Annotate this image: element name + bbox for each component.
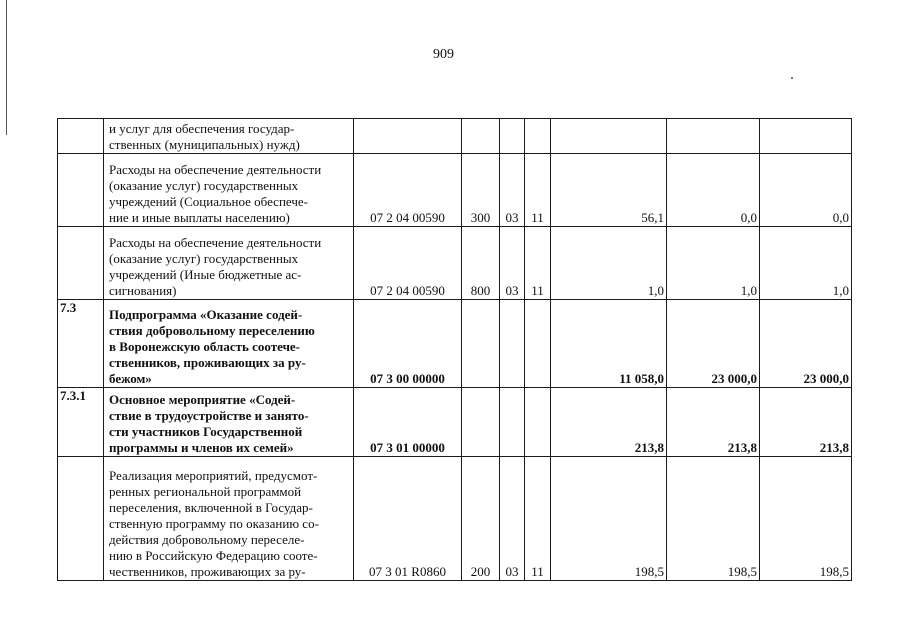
- budget-table: [57, 118, 852, 581]
- amount-year-3: 0,0: [760, 154, 852, 227]
- subsection-code: 11: [525, 154, 551, 227]
- description-line: сигнования): [109, 283, 177, 298]
- amount-year-3: 23 000,0: [760, 300, 852, 388]
- target-article-code: 07 3 01 R0860: [354, 457, 462, 581]
- expense-type-code: 800: [462, 227, 500, 300]
- description-line: в Воронежскую область соотече-: [109, 339, 300, 354]
- table-row: [58, 457, 852, 581]
- amount-year-1: 213,8: [551, 388, 667, 457]
- row-description: [104, 388, 354, 457]
- row-number: 7.3.1: [58, 388, 104, 457]
- section-code: 03: [500, 154, 525, 227]
- amount-year-1: 198,5: [551, 457, 667, 581]
- amount-year-3: 1,0: [760, 227, 852, 300]
- table-row: [58, 388, 852, 457]
- section-code: [500, 388, 525, 457]
- row-number: [58, 457, 104, 581]
- amount-year-1: 11 058,0: [551, 300, 667, 388]
- description-line: программы и членов их семей»: [109, 440, 294, 455]
- expense-type-code: 200: [462, 457, 500, 581]
- description-line: Расходы на обеспечение деятельности: [109, 162, 322, 177]
- amount-year-2: [667, 119, 760, 154]
- row-description: [104, 457, 354, 581]
- subsection-code: 11: [525, 227, 551, 300]
- description-line: ственную программу по оказанию со-: [109, 516, 319, 531]
- amount-year-3: 198,5: [760, 457, 852, 581]
- description-line: учреждений (Социальное обеспече-: [109, 194, 308, 209]
- row-number: [58, 154, 104, 227]
- section-code: [500, 119, 525, 154]
- row-description: [104, 300, 354, 388]
- description-line: переселения, включенной в Государ-: [109, 500, 313, 515]
- target-article-code: 07 3 00 00000: [354, 300, 462, 388]
- description-line: сти участников Государственной: [109, 424, 303, 439]
- description-line: нию в Российскую Федерацию сооте-: [109, 548, 318, 563]
- target-article-code: 07 3 01 00000: [354, 388, 462, 457]
- section-code: 03: [500, 457, 525, 581]
- amount-year-1: 56,1: [551, 154, 667, 227]
- page-number: 909: [433, 47, 454, 62]
- description-line: ственных (муниципальных) нужд): [109, 137, 300, 152]
- row-number: 7.3: [58, 300, 104, 388]
- subsection-code: 11: [525, 457, 551, 581]
- table-row: [58, 119, 852, 154]
- description-line: (оказание услуг) государственных: [109, 178, 299, 193]
- row-description: [104, 119, 354, 154]
- table-row: [58, 154, 852, 227]
- description-line: ствия добровольному переселению: [109, 323, 315, 338]
- amount-year-2: 198,5: [667, 457, 760, 581]
- description-line: Расходы на обеспечение деятельности: [109, 235, 322, 250]
- subsection-code: [525, 388, 551, 457]
- expense-type-code: [462, 300, 500, 388]
- amount-year-3: 213,8: [760, 388, 852, 457]
- amount-year-2: 0,0: [667, 154, 760, 227]
- row-description: [104, 154, 354, 227]
- amount-year-3: [760, 119, 852, 154]
- expense-type-code: [462, 388, 500, 457]
- table-row: [58, 300, 852, 388]
- description-line: и услуг для обеспечения государ-: [109, 121, 295, 136]
- description-line: ственников, проживающих за ру-: [109, 355, 306, 370]
- row-number: [58, 119, 104, 154]
- subsection-code: [525, 119, 551, 154]
- description-line: ние и иные выплаты населению): [109, 210, 290, 225]
- description-line: бежом»: [109, 371, 152, 386]
- expense-type-code: 300: [462, 154, 500, 227]
- description-line: ренных региональной программой: [109, 484, 302, 499]
- subsection-code: [525, 300, 551, 388]
- table-row: [58, 227, 852, 300]
- description-line: чественников, проживающих за ру-: [109, 564, 306, 579]
- description-line: Подпрограмма «Оказание содей-: [109, 307, 303, 322]
- scan-speck: [791, 77, 793, 79]
- target-article-code: 07 2 04 00590: [354, 154, 462, 227]
- description-line: действия добровольному переселе-: [109, 532, 305, 547]
- description-line: учреждений (Иные бюджетные ас-: [109, 267, 302, 282]
- description-line: ствие в трудоустройстве и занято-: [109, 408, 309, 423]
- section-code: [500, 300, 525, 388]
- amount-year-2: 213,8: [667, 388, 760, 457]
- target-article-code: 07 2 04 00590: [354, 227, 462, 300]
- target-article-code: [354, 119, 462, 154]
- amount-year-1: [551, 119, 667, 154]
- scan-edge-mark: [6, 0, 7, 135]
- expense-type-code: [462, 119, 500, 154]
- row-description: [104, 227, 354, 300]
- section-code: 03: [500, 227, 525, 300]
- description-line: Реализация мероприятий, предусмот-: [109, 468, 318, 483]
- amount-year-2: 1,0: [667, 227, 760, 300]
- description-line: Основное мероприятие «Содей-: [109, 392, 296, 407]
- description-line: (оказание услуг) государственных: [109, 251, 299, 266]
- row-number: [58, 227, 104, 300]
- amount-year-1: 1,0: [551, 227, 667, 300]
- amount-year-2: 23 000,0: [667, 300, 760, 388]
- table-body: [58, 119, 852, 581]
